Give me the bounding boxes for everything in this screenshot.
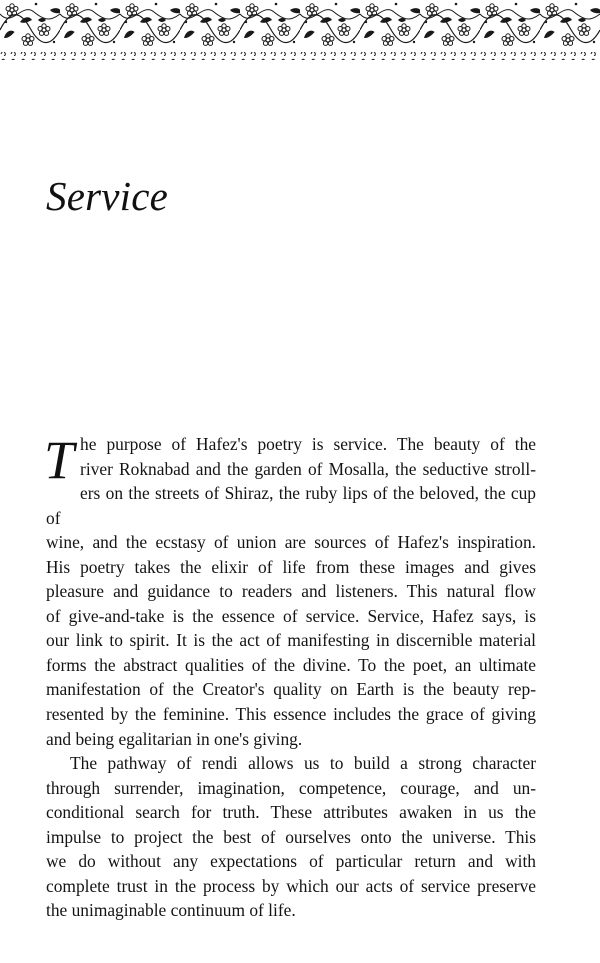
floral-border-ornament xyxy=(0,0,600,62)
text-line: ers on the streets of Shiraz, the ruby lips of the beloved, the cup of xyxy=(46,483,536,528)
text-line: resented by the feminine. This essence includes the grace of giving xyxy=(46,704,536,725)
text-line: forms the abstract qualities of the divine. To the poet, an ultimate xyxy=(46,654,536,675)
chapter-title: Service xyxy=(46,173,169,219)
text-line: he purpose of Hafez's poetry is service. The beauty of the xyxy=(80,434,536,454)
text-line: manifestation of the Creator's quality on Earth is the beauty rep- xyxy=(46,679,536,700)
text-line: The pathway of rendi allows us to build a strong character xyxy=(70,753,536,774)
text-line: our link to spirit. It is the act of manifesting in discernible material xyxy=(46,630,536,651)
drop-cap: T xyxy=(44,430,75,490)
text-line: river Roknabad and the garden of Mosalla, the seductive stroll- xyxy=(80,458,536,479)
text-line: impulse to project the best of ourselves onto the universe. This xyxy=(46,826,536,847)
text-line: His poetry takes the elixir of life from these images and gives xyxy=(46,556,536,577)
text-line: complete trust in the process by which our acts of service preserve xyxy=(46,875,536,896)
text-line: and being egalitarian in one's giving. xyxy=(46,728,303,749)
text-line: wine, and the ecstasy of union are sources of Hafez's inspiration. xyxy=(46,532,536,553)
text-line: through surrender, imagination, competence, courage, and un- xyxy=(46,777,536,798)
text-line: pleasure and guidance to readers and listeners. This natural flow xyxy=(46,581,536,602)
body-text xyxy=(46,432,536,923)
text-line: of give-and-take is the essence of service. Service, Hafez says, is xyxy=(46,605,536,626)
text-line: we do without any expectations of particular return and with xyxy=(46,851,536,872)
text-line: the unimaginable continuum of life. xyxy=(46,900,296,921)
text-line: conditional search for truth. These attributes awaken in us the xyxy=(46,802,536,823)
